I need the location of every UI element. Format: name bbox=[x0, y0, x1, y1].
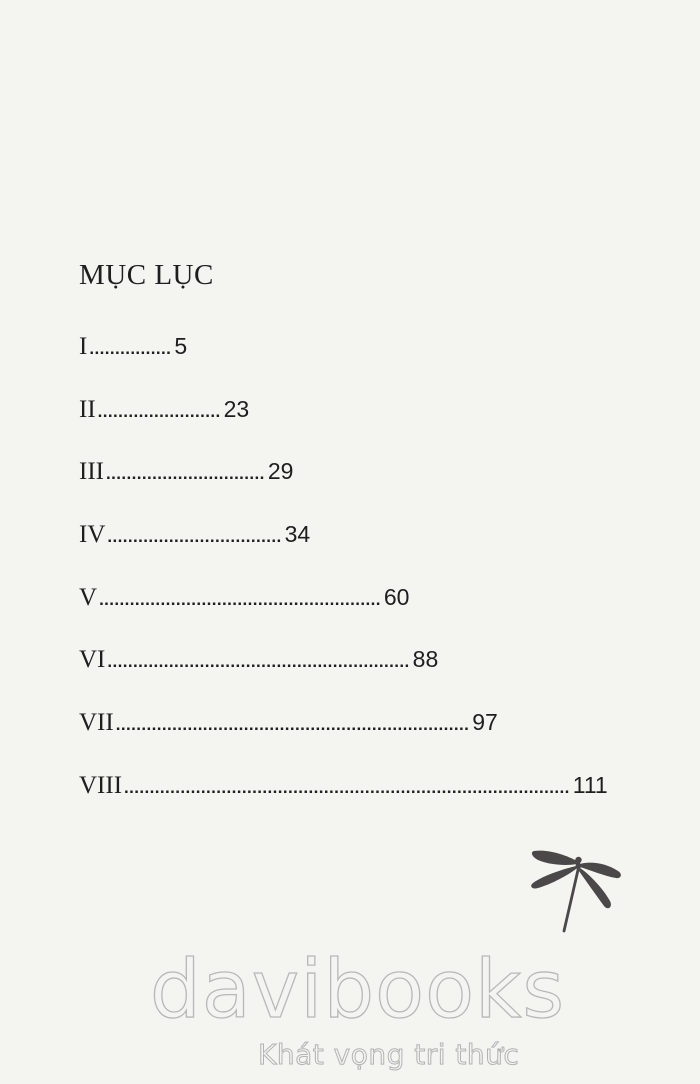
davibooks-logo: davibooks bbox=[150, 943, 566, 1036]
toc-leader-dots: ....................................................... bbox=[99, 590, 381, 609]
toc-entry bbox=[79, 584, 409, 620]
toc-entry bbox=[79, 521, 310, 557]
dragonfly-icon bbox=[528, 845, 628, 937]
toc-leader-dots: ............................... bbox=[105, 464, 265, 483]
toc-entry bbox=[79, 709, 498, 745]
toc-page-number: 111 bbox=[572, 772, 608, 798]
toc-numeral: VI bbox=[79, 646, 106, 673]
toc-numeral: IV bbox=[79, 521, 106, 548]
toc-numeral: VIII bbox=[79, 772, 123, 799]
toc-entry bbox=[79, 333, 187, 369]
toc-page-number: 34 bbox=[284, 521, 311, 547]
toc-page-number: 5 bbox=[174, 333, 188, 359]
logo-tagline: Khát vọng tri thức bbox=[258, 1038, 520, 1071]
toc-leader-dots: .................................. bbox=[107, 527, 282, 546]
toc-numeral: V bbox=[79, 584, 98, 611]
toc-entry bbox=[79, 646, 438, 682]
toc-leader-dots: ................ bbox=[89, 339, 172, 358]
page-title: MỤC LỤC bbox=[79, 259, 214, 292]
toc-leader-dots: ....................................................................................... bbox=[124, 778, 570, 797]
toc-numeral: II bbox=[79, 396, 96, 423]
toc-page-number: 97 bbox=[472, 709, 498, 735]
toc-page-number: 29 bbox=[267, 458, 294, 484]
toc-leader-dots: ........................ bbox=[97, 402, 221, 421]
toc-entry bbox=[79, 772, 608, 808]
toc-page-number: 88 bbox=[412, 646, 439, 672]
toc-page-number: 23 bbox=[223, 396, 250, 422]
toc-numeral: I bbox=[79, 333, 88, 360]
toc-numeral: III bbox=[79, 458, 104, 485]
toc-page-number: 60 bbox=[383, 584, 410, 610]
toc-leader-dots: ........................................................... bbox=[107, 652, 410, 671]
toc-numeral: VII bbox=[79, 709, 114, 736]
toc-leader-dots: ..................................................................... bbox=[115, 715, 470, 734]
toc-entry bbox=[79, 458, 293, 494]
toc-entry bbox=[79, 396, 249, 432]
